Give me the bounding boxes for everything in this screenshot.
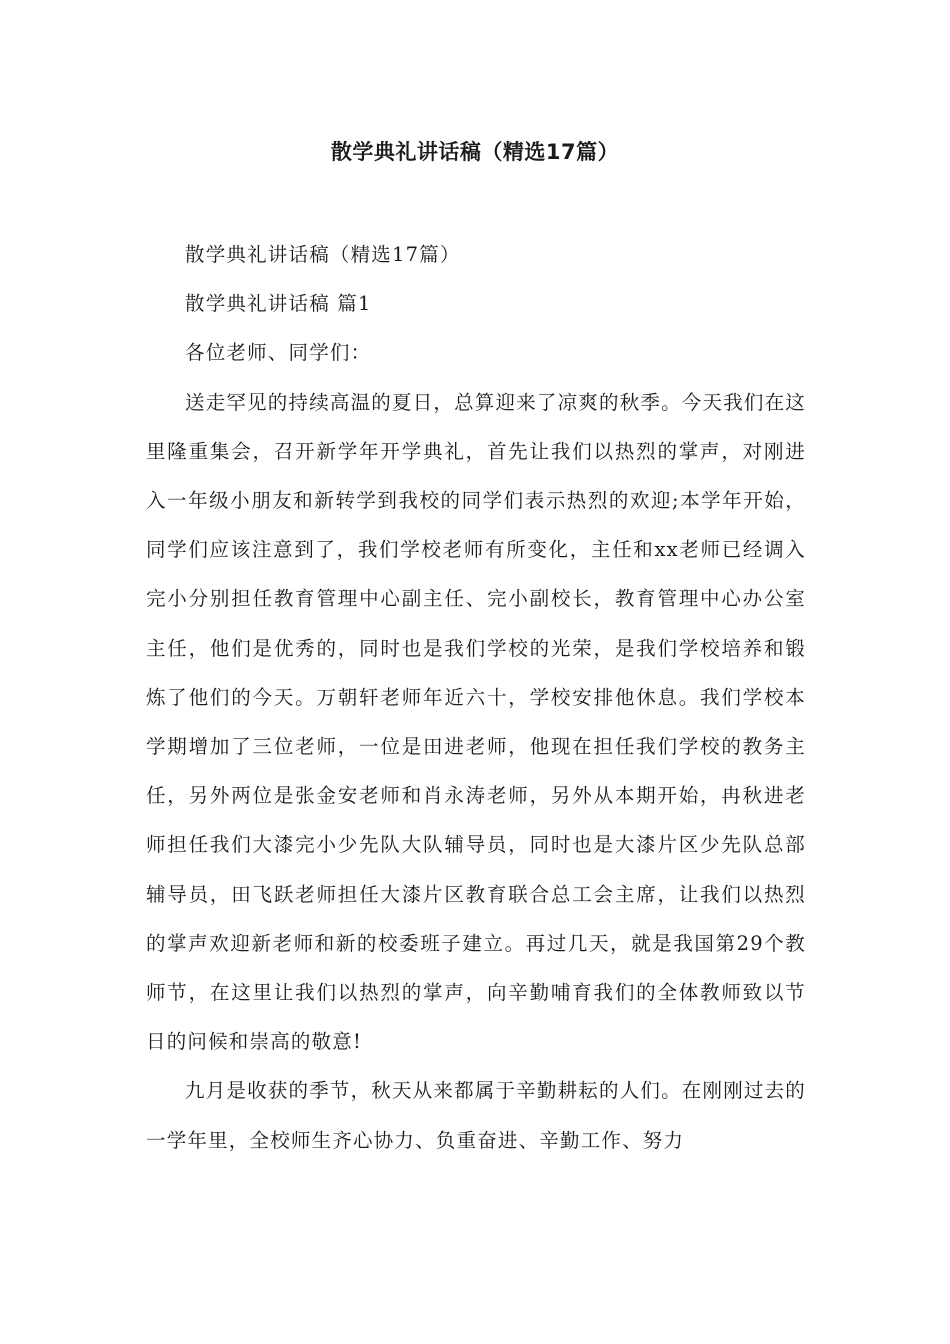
document-title: 散学典礼讲话稿（精选17篇） xyxy=(330,140,620,164)
document-body xyxy=(146,230,806,1165)
subtitle-paragraph: 散学典礼讲话稿（精选17篇） xyxy=(185,243,461,266)
section-heading: 散学典礼讲话稿 篇1 xyxy=(185,292,372,316)
body-paragraph: 九月是收获的季节，秋天从来都属于辛勤耕耘的人们。在刚刚过去的一学年里，全校师生齐心协力、负重奋进、辛勤工作、努力 xyxy=(146,1079,807,1152)
body-paragraph: 送走罕见的持续高温的夏日，总算迎来了凉爽的秋季。今天我们在这里隆重集会，召开新学年开学典礼，首先让我们以热烈的掌声，对刚进入一年级小朋友和新转学到我校的同学们表示热烈的欢迎;本学年开始，同学们应该注意到了，我们学校老师有所变化，主任和xx老师已经调入完小分别担任教育管理中心副主任、完小副校长，教育管理中心办公室主任，他们是优秀的，同时也是我们学校的光荣，是我们学校培养和锻炼了他们的今天。万朝轩老师年近六十，学校安排他休息。我们学校本学期增加了三位老师，一位是田进老师，他现在担任我们学校的教务主任，另外两位是张金安老师和肖永涛老师，另外从本期开始，冉秋进老师担任我们大漆完小少先队大队辅导员，同时也是大漆片区少先队总部辅导员，田飞跃老师担任大漆片区教育联合总工会主席，让我们以热烈的掌声欢迎新老师和新的校委班子建立。再过几天，就是我国第29个教师节，在这里让我们以热烈的掌声，向辛勤哺育我们的全体教师致以节日的问候和崇高的敬意! xyxy=(146,390,807,1054)
salutation-paragraph: 各位老师、同学们： xyxy=(185,341,372,365)
